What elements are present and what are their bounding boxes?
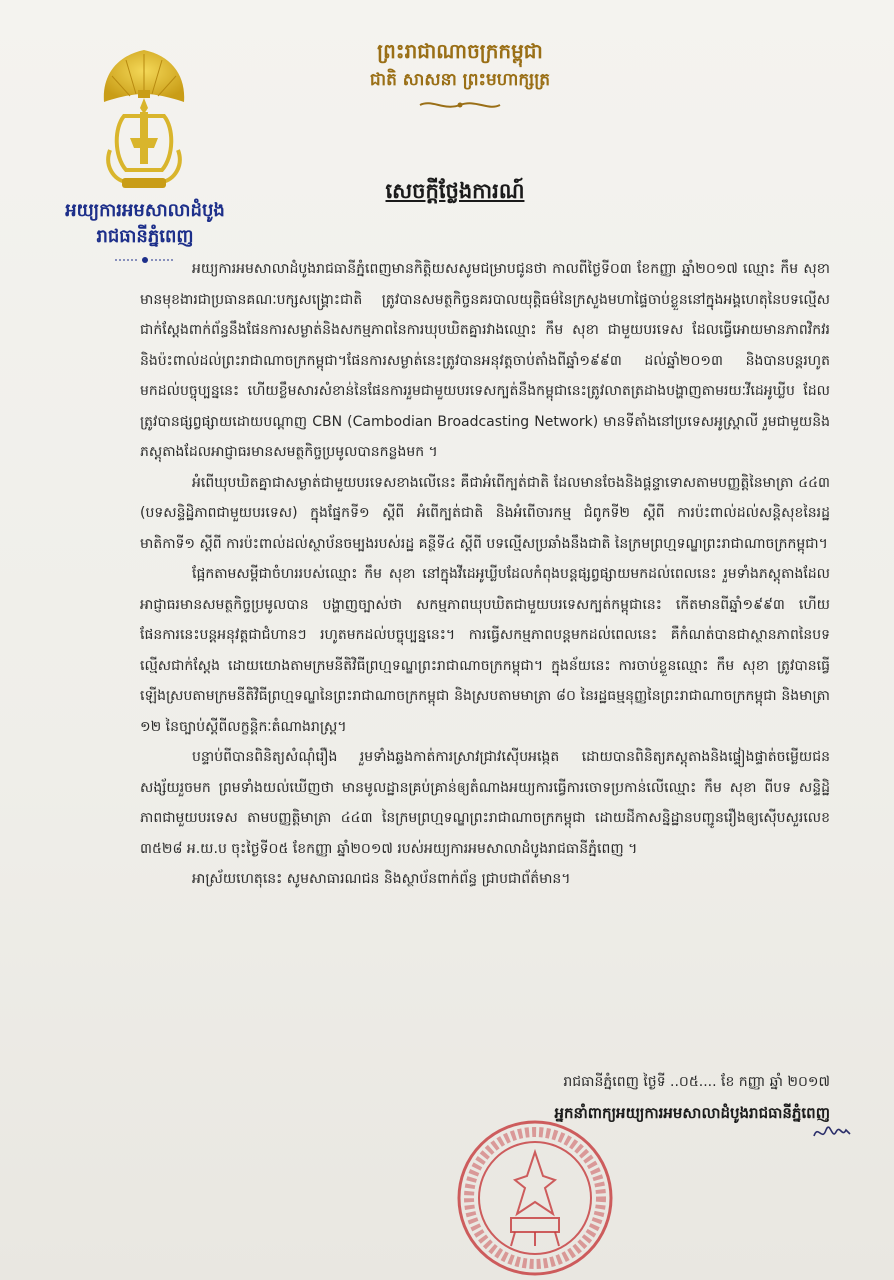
header-ornament-icon: [418, 98, 502, 112]
paragraph-3: ផ្អែកតាមសម្ដីជាចំហររបស់ឈ្មោះ កឹម សុខា នៅក្នុងវីដេអូឃ្លីបដែលកំពុងបន្តផ្សព្វផ្សាយមកដល់ពេលនេះ រួមទាំងភស្តុតាងដែលអាជ្ញាធរមានសមត្ថកិច្ចប្រមូលបាន បង្ហាញច្បាស់ថា សកម្មភាពឃុបឃិតជាមួយបរទេសក្បត់កម្ពុជានេះ កើតមានពីឆ្នាំ១៩៩៣ ហើយផែនការនេះបន្តអនុវត្តជាជំហានៗ រហូតមកដល់បច្ចុប្បន្ននេះ។ ការធ្វើសកម្មភាពបន្តមកដល់ពេលនេះ គឺកំណត់បានជាស្ថានភាពនៃបទល្មើសជាក់ស្ដែង ដោយយោងតាមក្រមនីតិវិធីព្រហ្មទណ្ឌព្រះរាជាណាចក្រកម្ពុជា។ ក្នុងន័យនេះ ការចាប់ខ្លួនឈ្មោះ កឹម សុខា ត្រូវបានធ្វើឡើងស្របតាមក្រមនីតិវិធីព្រហ្មទណ្ឌនៃព្រះរាជាណាចក្រកម្ពុជា និងស្របតាមមាត្រា ៨០ នៃរដ្ឋធម្មនុញ្ញនៃព្រះរាជាណាចក្រកម្ពុជា និងមាត្រា ១២ នៃច្បាប់ស្ដីពីលក្ខន្តិកៈតំណាងរាស្ត្រ។: [140, 566, 830, 735]
ministry-name-line2: រាជធានីភ្នំពេញ: [96, 226, 194, 247]
ministry-name: [40, 198, 250, 250]
ministry-name-line1: អយ្យការអមសាលាដំបូង: [65, 200, 225, 221]
signature-icon: [812, 1116, 852, 1146]
paragraph-4: បន្ទាប់ពីបានពិនិត្យសំណុំរឿង រួមទាំងឆ្លងកាត់ការស្រាវជ្រាវស៊ើបអង្កេត ដោយបានពិនិត្យភស្តុតាងនិងផ្ទៀងផ្ទាត់ចម្លើយជនសង្ស័យរួចមក ព្រមទាំងយល់ឃើញថា មានមូលដ្ឋានគ្រប់គ្រាន់ឲ្យតំណាងអយ្យការធ្វើការចោទប្រកាន់លើឈ្មោះ កឹម សុខា ពីបទ សន្ទិដ្ឋិភាពជាមួយបរទេស តាមបញ្ញត្តិមាត្រា ៤៤៣ នៃក្រមព្រហ្មទណ្ឌព្រះរាជាណាចក្រកម្ពុជា ដោយដីកាសន្និដ្ឋានបញ្ជូនរឿងឲ្យស៊ើបសួរលេខ ៣៥២៨ អ.យ.ប ចុះថ្ងៃទី០៥ ខែកញ្ញា ឆ្នាំ២០១៧ របស់អយ្យការអមសាលាដំបូងរាជធានីភ្នំពេញ ។: [140, 749, 830, 857]
kingdom-heading: ព្រះរាជាណាចក្រកម្ពុជា: [377, 39, 543, 63]
official-seal-icon: [455, 1118, 615, 1278]
motto-heading: ជាតិ សាសនា ព្រះមហាក្សត្រ: [369, 70, 551, 90]
document-title: សេចក្ដីថ្លែងការណ៍: [385, 179, 525, 203]
royal-emblem-icon: [96, 46, 192, 192]
spokesman-title: អ្នកនាំពាក្យអយ្យការអមសាលាដំបូងរាជធានីភ្នំពេញ: [554, 1104, 830, 1122]
paragraph-5: អាស្រ័យហេតុនេះ សូមសាធារណជន និងស្ថាប័នពាក់ព័ន្ធ ជ្រាបជាព័ត៌មាន។: [192, 871, 571, 887]
paragraph-1: អយ្យការអមសាលាដំបូងរាជធានីភ្នំពេញមានកិត្តិយសសូមជម្រាបជូនថា កាលពីថ្ងៃទី០៣ ខែកញ្ញា ឆ្នាំ២០១៧ ឈ្មោះ កឹម សុខា មានមុខងារជាប្រធានគណៈបក្សសង្គ្រោះជាតិ ត្រូវបានសមត្ថកិច្ចនគរបាលយុត្តិធម៌នៃក្រសួងមហាផ្ទៃចាប់ខ្លួននៅក្នុងអង្គហេតុនៃបទល្មើសជាក់ស្ដែងពាក់ព័ន្ធនឹងផែនការសម្ងាត់និងសកម្មភាពនៃការឃុបឃិតគ្នារវាងឈ្មោះ កឹម សុខា ជាមួយបរទេស ដែលធ្វើអោយមានភាពវិកវរនិងប៉ះពាល់ដល់ព្រះរាជាណាចក្រកម្ពុជា។ផែនការសម្ងាត់នេះត្រូវបានអនុវត្តចាប់តាំងពីឆ្នាំ១៩៩៣ ដល់ឆ្នាំ២០១៣ និងបានបន្តរហូតមកដល់បច្ចុប្បន្ននេះ ហើយខ្លឹមសារសំខាន់នៃផែនការរួមជាមួយបរទេសក្បត់នឹងកម្ពុជានេះត្រូវលាតត្រដាងបង្ហាញតាមរយៈវីដេអូឃ្លីប ដែលត្រូវបានផ្សព្វផ្សាយដោយបណ្ដាញ CBN (Cambodian Broadcasting Network) មានទីតាំងនៅប្រទេសអូស្ត្រាលី រួមជាមួយនិងភស្តុតាងដែលអាជ្ញាធរមានសមត្ថកិច្ចប្រមូលបានកន្លងមក ។: [140, 261, 830, 460]
paragraph-2: អំពើឃុបឃិតគ្នាជាសម្ងាត់ជាមួយបរទេសខាងលើនេះ គឺជាអំពើក្បត់ជាតិ ដែលមានចែងនិងផ្ដន្ទាទោសតាមបញ្ញត្តិនៃមាត្រា ៤៤៣ (បទសន្ទិដ្ឋិភាពជាមួយបរទេស) ក្នុងផ្នែកទី១ ស្ដីពី អំពើក្បត់ជាតិ និងអំពើចារកម្ម ជំពូកទី២ ស្ដីពី ការប៉ះពាល់ដល់សន្តិសុខនៃរដ្ឋ មាតិកាទី១ ស្ដីពី ការប៉ះពាល់ដល់ស្ថាប័នចម្បងរបស់រដ្ឋ គន្ថីទី៤ ស្ដីពី បទល្មើសប្រឆាំងនឹងជាតិ នៃក្រមព្រហ្មទណ្ឌព្រះរាជាណាចក្រកម្ពុជា។: [140, 474, 830, 552]
statement-body: [140, 254, 830, 895]
date-line: រាជធានីភ្នំពេញ ថ្ងៃទី ..០៥.... ខែ កញ្ញា ឆ្នាំ ២០១៧: [563, 1074, 830, 1090]
